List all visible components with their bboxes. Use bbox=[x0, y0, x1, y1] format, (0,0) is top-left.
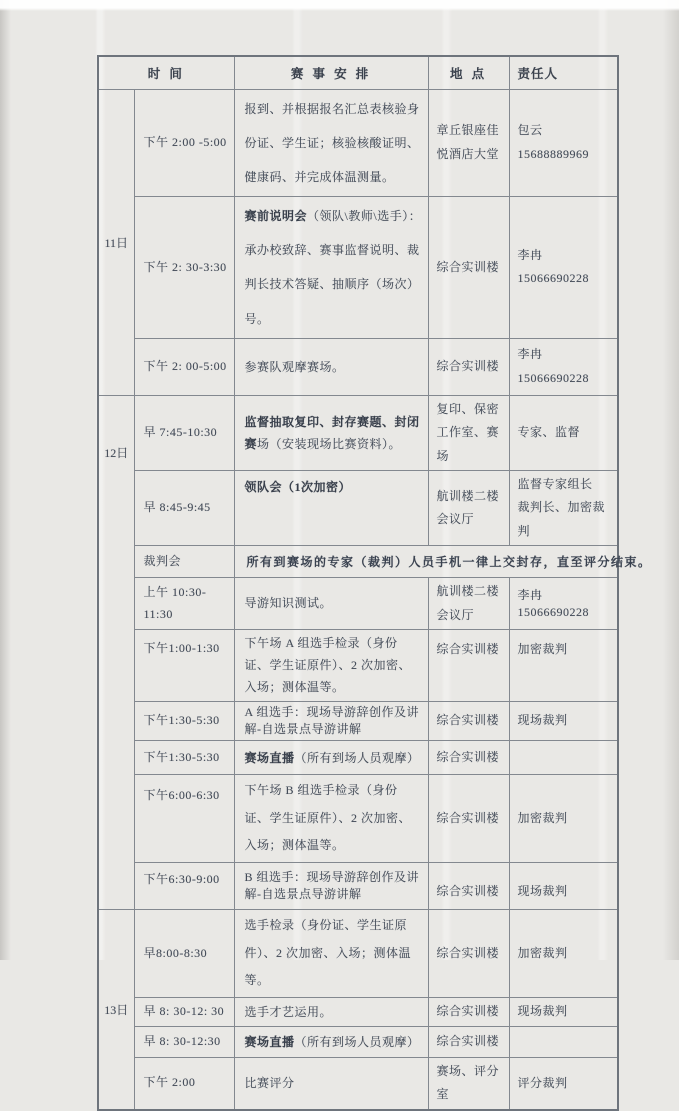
location-cell: 赛场、评分室 bbox=[428, 1057, 509, 1109]
person-cell bbox=[509, 338, 618, 395]
person-name: 加密裁判 bbox=[517, 810, 568, 825]
location-cell: 综合实训楼 bbox=[428, 997, 509, 1026]
judge-meeting-note: 所有到赛场的专家（裁判）人员手机一律上交封存，直至评分结束。 bbox=[234, 546, 618, 578]
time-cell: 下午1:30-5:30 bbox=[134, 701, 234, 741]
time-cell: 下午 2: 30-3:30 bbox=[134, 197, 234, 339]
person-cell bbox=[509, 741, 618, 775]
time-cell: 早 7:45-10:30 bbox=[134, 395, 234, 470]
table-row bbox=[98, 1057, 618, 1109]
day-cell-12: 12日 bbox=[98, 395, 134, 909]
person-name: 加密裁判 bbox=[517, 945, 568, 960]
event-cell: 下午场 A 组选手检录（身份证、学生证原件）、2 次加密、入场；测体温等。 bbox=[234, 629, 428, 701]
time-cell: 下午1:00-1:30 bbox=[134, 629, 234, 701]
event-bold: 赛场直播 bbox=[244, 750, 295, 765]
time-cell: 裁判会 bbox=[134, 546, 234, 578]
time-cell: 上午 10:30-11:30 bbox=[134, 578, 234, 630]
event-cell: 比赛评分 bbox=[234, 1057, 428, 1109]
table-row bbox=[98, 1026, 618, 1057]
person-name: 现场裁判 bbox=[517, 883, 568, 898]
event-cell bbox=[234, 741, 428, 775]
person-cell bbox=[509, 775, 618, 863]
person-name: 现场裁判 bbox=[517, 713, 568, 728]
event-cell: 下午场 B 组选手检录（身份证、学生证原件）、2 次加密、入场；测体温等。 bbox=[234, 775, 428, 863]
time-cell: 下午 2:00 -5:00 bbox=[134, 89, 234, 197]
person-cell bbox=[509, 578, 618, 630]
event-cell: 报到、并根据报名汇总表核验身份证、学生证；核验核酸证明、健康码、并完成体温测量。 bbox=[234, 89, 428, 197]
time-cell: 下午6:30-9:00 bbox=[134, 863, 234, 910]
person-name: 李冉 bbox=[517, 347, 543, 362]
location-cell: 综合实训楼 bbox=[428, 197, 509, 339]
event-cell: 参赛队观摩赛场。 bbox=[234, 338, 428, 395]
table-row bbox=[98, 89, 618, 197]
event-bold: 领队会（1次加密） bbox=[244, 479, 352, 494]
person-cell bbox=[509, 910, 618, 998]
time-cell: 下午 2: 00-5:00 bbox=[134, 338, 234, 395]
header-person: 责任人 bbox=[509, 56, 618, 89]
person-cell bbox=[509, 701, 618, 741]
time-cell: 早 8: 30-12: 30 bbox=[134, 997, 234, 1026]
location-cell: 综合实训楼 bbox=[428, 701, 509, 741]
event-text: （所有到场人员观摩） bbox=[294, 1034, 420, 1049]
event-cell bbox=[234, 1026, 428, 1057]
person-phone: 15688889969 bbox=[517, 146, 590, 161]
table-row bbox=[98, 775, 618, 863]
person-name: 加密裁判 bbox=[517, 641, 568, 656]
person-name: 李冉 bbox=[517, 248, 543, 263]
table-row-judge-meeting bbox=[98, 546, 618, 578]
person-phone: 15066690228 bbox=[517, 370, 590, 385]
location-cell: 航训楼二楼会议厅 bbox=[428, 470, 509, 545]
event-cell: 选手才艺运用。 bbox=[234, 997, 428, 1026]
event-bold: 监督抽取复印、封存赛题、封闭赛 bbox=[244, 414, 420, 451]
event-text: 场（安装现场比赛资料）。 bbox=[257, 436, 402, 451]
person-name: 监督专家组长 bbox=[517, 476, 593, 491]
person-cell bbox=[509, 197, 618, 339]
location-cell: 章丘银座佳悦酒店大堂 bbox=[428, 89, 509, 197]
table-row bbox=[98, 197, 618, 339]
person-cell bbox=[509, 1026, 618, 1057]
table-row bbox=[98, 395, 618, 470]
event-text: （所有到场人员观摩） bbox=[294, 750, 420, 765]
schedule-table bbox=[97, 55, 652, 1111]
table-row bbox=[98, 741, 618, 775]
person-name bbox=[518, 1036, 614, 1048]
event-cell bbox=[234, 395, 428, 470]
person-cell bbox=[509, 863, 618, 910]
header-time: 时 间 bbox=[98, 56, 234, 89]
person-name bbox=[518, 752, 614, 764]
time-cell: 早8:00-8:30 bbox=[134, 910, 234, 998]
event-cell: A 组选手：现场导游辞创作及讲解-自选景点导游讲解 bbox=[234, 701, 428, 741]
table-row bbox=[98, 701, 618, 741]
time-cell: 下午6:00-6:30 bbox=[134, 775, 234, 863]
time-cell: 早 8: 30-12:30 bbox=[134, 1026, 234, 1057]
location-cell: 综合实训楼 bbox=[428, 338, 509, 395]
table-row bbox=[98, 910, 618, 998]
table-row bbox=[98, 470, 618, 545]
event-cell: B 组选手：现场导游辞创作及讲解-自选景点导游讲解 bbox=[234, 863, 428, 910]
location-cell: 综合实训楼 bbox=[428, 910, 509, 998]
person-cell bbox=[509, 89, 618, 197]
person-name: 现场裁判 bbox=[517, 1004, 568, 1019]
person-name: 李冉 bbox=[517, 587, 543, 602]
event-bold: 赛前说明会 bbox=[244, 209, 308, 224]
event-bold: 赛场直播 bbox=[244, 1034, 295, 1049]
person-cell bbox=[509, 997, 618, 1026]
header-event: 赛 事 安 排 bbox=[234, 56, 428, 89]
location-cell: 综合实训楼 bbox=[428, 863, 509, 910]
time-cell: 下午 2:00 bbox=[134, 1057, 234, 1109]
event-cell bbox=[234, 470, 428, 545]
table-row bbox=[98, 863, 618, 910]
location-cell: 综合实训楼 bbox=[428, 741, 509, 775]
event-cell: 选手检录（身份证、学生证原件）、2 次加密、入场；测体温等。 bbox=[234, 910, 428, 998]
person-phone: 15066690228 bbox=[517, 604, 590, 619]
time-cell: 早 8:45-9:45 bbox=[134, 470, 234, 545]
table-row bbox=[98, 578, 618, 630]
table-row bbox=[98, 997, 618, 1026]
time-cell: 下午1:30-5:30 bbox=[134, 741, 234, 775]
location-cell: 综合实训楼 bbox=[428, 775, 509, 863]
event-cell: 导游知识测试。 bbox=[234, 578, 428, 630]
event-text: （领队\教师\选手）：承办校致辞、赛事监督说明、裁判长技术答疑、抽顺序（场次）号。 bbox=[244, 209, 422, 326]
day-cell-11: 11日 bbox=[98, 89, 134, 395]
person-cell bbox=[509, 395, 618, 470]
table-row bbox=[98, 629, 618, 701]
person-name: 评分裁判 bbox=[517, 1075, 568, 1090]
location-cell: 综合实训楼 bbox=[428, 1026, 509, 1057]
header-location: 地 点 bbox=[428, 56, 509, 89]
location-cell: 综合实训楼 bbox=[428, 629, 509, 701]
table-row bbox=[98, 338, 618, 395]
person-phone: 15066690228 bbox=[517, 271, 590, 286]
person-cell bbox=[509, 629, 618, 701]
header-row bbox=[98, 56, 618, 89]
location-cell: 复印、保密工作室、赛场 bbox=[428, 395, 509, 470]
person-name: 包云 bbox=[517, 123, 543, 138]
location-cell: 航训楼二楼会议厅 bbox=[428, 578, 509, 630]
person-cell bbox=[509, 1057, 618, 1109]
person-name: 专家、监督 bbox=[517, 425, 581, 440]
person-phone: 裁判长、加密裁判 bbox=[517, 500, 606, 538]
day-cell-13: 13日 bbox=[98, 910, 134, 1110]
person-cell bbox=[509, 470, 618, 545]
event-cell bbox=[234, 197, 428, 339]
